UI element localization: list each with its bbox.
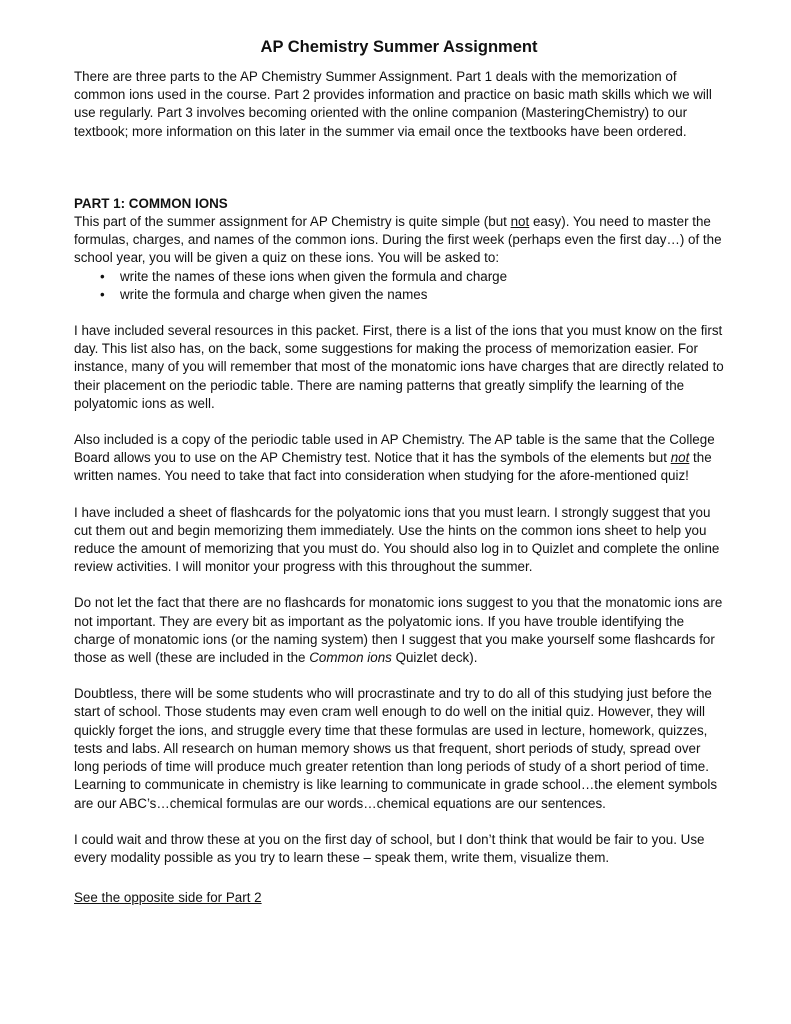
- periodic-table-paragraph: [74, 431, 724, 486]
- part2-reference: See the opposite side for Part 2: [74, 890, 262, 906]
- periodic-text-after: the written names. You need to take that fact into consideration when studying for the afore-mentioned quiz!: [74, 450, 712, 484]
- list-item-text: write the names of these ions when given the formula and charge: [120, 268, 508, 284]
- flashcards-paragraph: I have included a sheet of flashcards for the polyatomic ions that you must learn. I strongly suggest that you cut them out and begin memorizing them immediately. Use the hints on the common ions sheet to help you reduce the amount of memorizing that you must do. You should also log in to Quizlet and complete the online review activities. I will monitor your progress with this throughout the summer.: [74, 504, 720, 575]
- part1-heading: PART 1: COMMON IONS: [74, 195, 228, 211]
- monatomic-paragraph: [74, 594, 724, 667]
- intro-paragraph: There are three parts to the AP Chemistry Summer Assignment. Part 1 deals with the memorization of common ions used in the course. Part 2 provides information and practice on basic math skills which we will use regularly. Part 3 involves becoming oriented with the online companion (MasteringChemistry) to our textbook; more information on this later in the summer via email once the textbooks have been ordered.: [74, 69, 712, 139]
- procrastination-paragraph: Doubtless, there will be some students who will procrastinate and try to do all of this studying just before the start of school. Those students may even cram well enough to do well on the initial quiz. However, they will quickly forget the ions, and struggle every time that these formulas are used in lecture, homework, quizzes, tests and labs. All research on human memory shows us that frequent, short periods of study, spread over long periods of time will produce much greater retention than long periods of study of a short period of time. Learning to communicate in chemistry is like learning to communicate in grade school…the element symbols are our ABC’s…chemical formulas are our words…chemical equations are our sentences.: [74, 686, 718, 811]
- part1-lead-before: This part of the summer assignment for AP Chemistry is quite simple (but: [74, 214, 511, 230]
- closing-paragraph: I could wait and throw these at you on the first day of school, but I don’t think that would be fair to you. Use every modality possible as you try to learn these – speak them, write them, visualize them.: [74, 831, 705, 865]
- list-item: [100, 286, 724, 304]
- document-page: [74, 36, 724, 907]
- list-item-text: write the formula and charge when given the names: [120, 286, 428, 302]
- part1-lead-after: easy). You need to master the formulas, charges, and names of the common ions. During the first week (perhaps even the first day…) of the school year, you will be given a quiz on these ions. You will be asked to:: [74, 214, 722, 266]
- monatomic-text-emphasis: Common ions: [309, 650, 392, 666]
- quiz-task-list: [74, 268, 724, 304]
- periodic-text-before: Also included is a copy of the periodic table used in AP Chemistry. The AP table is the same that the College Board allows you to use on the AP Chemistry test. Notice that it has the symbols of the elements but: [74, 432, 715, 466]
- monatomic-text-after: Quizlet deck).: [391, 650, 478, 666]
- document-title: AP Chemistry Summer Assignment: [260, 38, 538, 56]
- part1-lead-paragraph: [74, 213, 724, 268]
- monatomic-text-before: Do not let the fact that there are no flashcards for monatomic ions suggest to you that the monatomic ions are not important. They are every bit as important as the polyatomic ions. If you have trouble identifying the charge of monatomic ions (or the naming system) then I suggest that you make yourself some flashcards for those as well (these are included in the: [74, 595, 723, 666]
- resources-paragraph: I have included several resources in this packet. First, there is a list of the ions that you must know on the first day. This list also has, on the back, some suggestions for making the process of memorization easier. For instance, many of you will remember that most of the monatomic ions have charges that are directly related to their placement on the periodic table. There are naming patterns that greatly simplify the learning of the polyatomic ions as well.: [74, 323, 724, 411]
- bullet-icon: •: [100, 268, 105, 284]
- bullet-icon: •: [100, 286, 105, 302]
- list-item: [100, 268, 724, 286]
- part1-lead-underlined: not: [510, 214, 530, 230]
- periodic-text-emphasis: not: [670, 450, 690, 466]
